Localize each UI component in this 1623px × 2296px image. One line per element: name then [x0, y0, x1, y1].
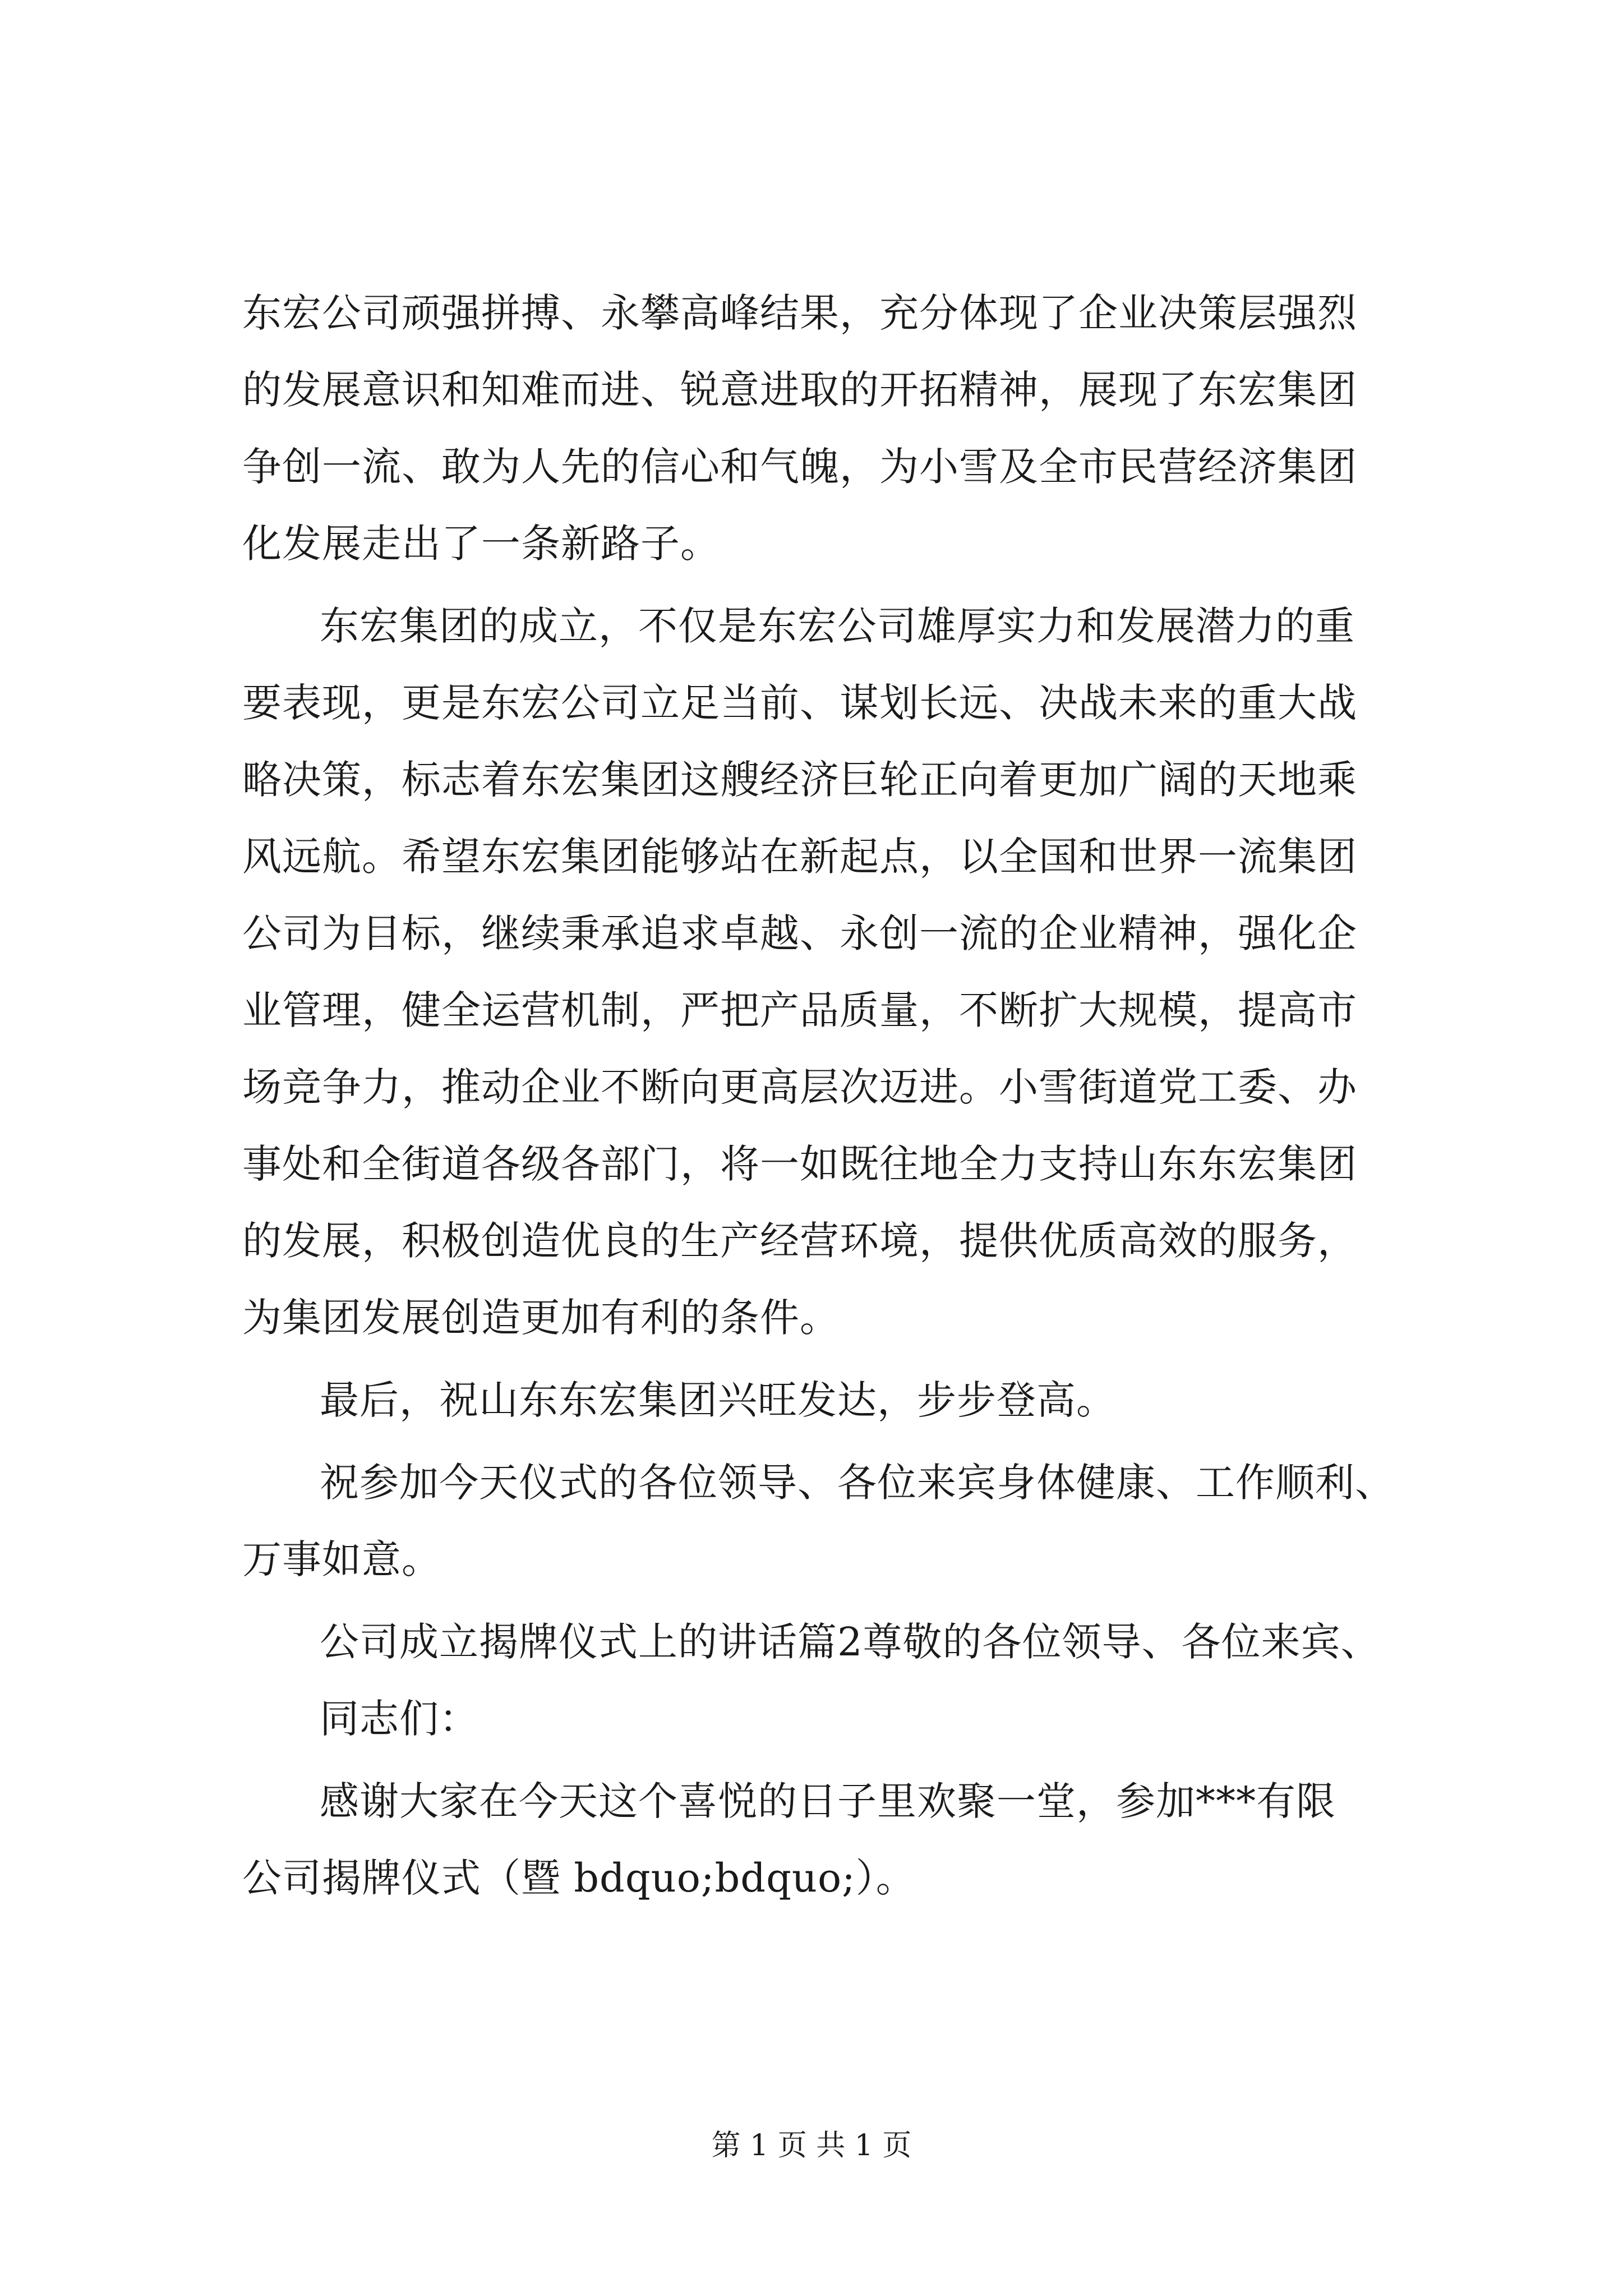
paragraph-7-line-2: 公司揭牌仪式（暨 bdquo;bdquo;）。 [242, 1855, 916, 1901]
paragraph-2-line-1: 东宏集团的成立，不仅是东宏公司雄厚实力和发展潜力的重 [320, 603, 1355, 649]
paragraph-6-line-1: 同志们： [320, 1696, 479, 1742]
paragraph-1-line-1: 东宏公司顽强拼搏、永攀高峰结果，充分体现了企业决策层强烈 [242, 290, 1357, 336]
paragraph-2-line-5: 公司为目标，继续秉承追求卓越、永创一流的企业精神，强化企 [242, 910, 1357, 956]
page-number-footer: 第 1 页 共 1 页 [711, 2129, 912, 2162]
paragraph-4-line-2: 万事如意。 [242, 1536, 441, 1582]
paragraph-5-line-1: 公司成立揭牌仪式上的讲话篇2尊敬的各位领导、各位来宾、 [320, 1619, 1381, 1665]
paragraph-1-line-3: 争创一流、敢为人先的信心和气魄，为小雪及全市民营经济集团 [242, 444, 1357, 490]
paragraph-1-line-4: 化发展走出了一条新路子。 [242, 521, 720, 567]
paragraph-2-line-8: 事处和全街道各级各部门，将一如既往地全力支持山东东宏集团 [242, 1141, 1357, 1187]
paragraph-1-line-2: 的发展意识和知难而进、锐意进取的开拓精神，展现了东宏集团 [242, 367, 1357, 413]
paragraph-2-line-2: 要表现，更是东宏公司立足当前、谋划长远、决战未来的重大战 [242, 680, 1357, 726]
paragraph-2-line-6: 业管理，健全运营机制，严把产品质量，不断扩大规模，提高市 [242, 987, 1357, 1033]
paragraph-7-line-1: 感谢大家在今天这个喜悦的日子里欢聚一堂，参加***有限 [320, 1778, 1336, 1824]
paragraph-3-line-1: 最后，祝山东东宏集团兴旺发达，步步登高。 [320, 1377, 1116, 1423]
paragraph-2-line-9: 的发展，积极创造优良的生产经营环境，提供优质高效的服务， [242, 1218, 1357, 1264]
paragraph-2-line-3: 略决策，标志着东宏集团这艘经济巨轮正向着更加广阔的天地乘 [242, 757, 1357, 803]
paragraph-2-line-7: 场竞争力，推动企业不断向更高层次迈进。小雪街道党工委、办 [242, 1064, 1357, 1110]
paragraph-2-line-4: 风远航。希望东宏集团能够站在新起点，以全国和世界一流集团 [242, 834, 1357, 880]
paragraph-2-line-10: 为集团发展创造更加有利的条件。 [242, 1295, 840, 1341]
document-body [242, 275, 1420, 1917]
paragraph-4-line-1: 祝参加今天仪式的各位领导、各位来宾身体健康、工作顺利、 [320, 1460, 1395, 1506]
